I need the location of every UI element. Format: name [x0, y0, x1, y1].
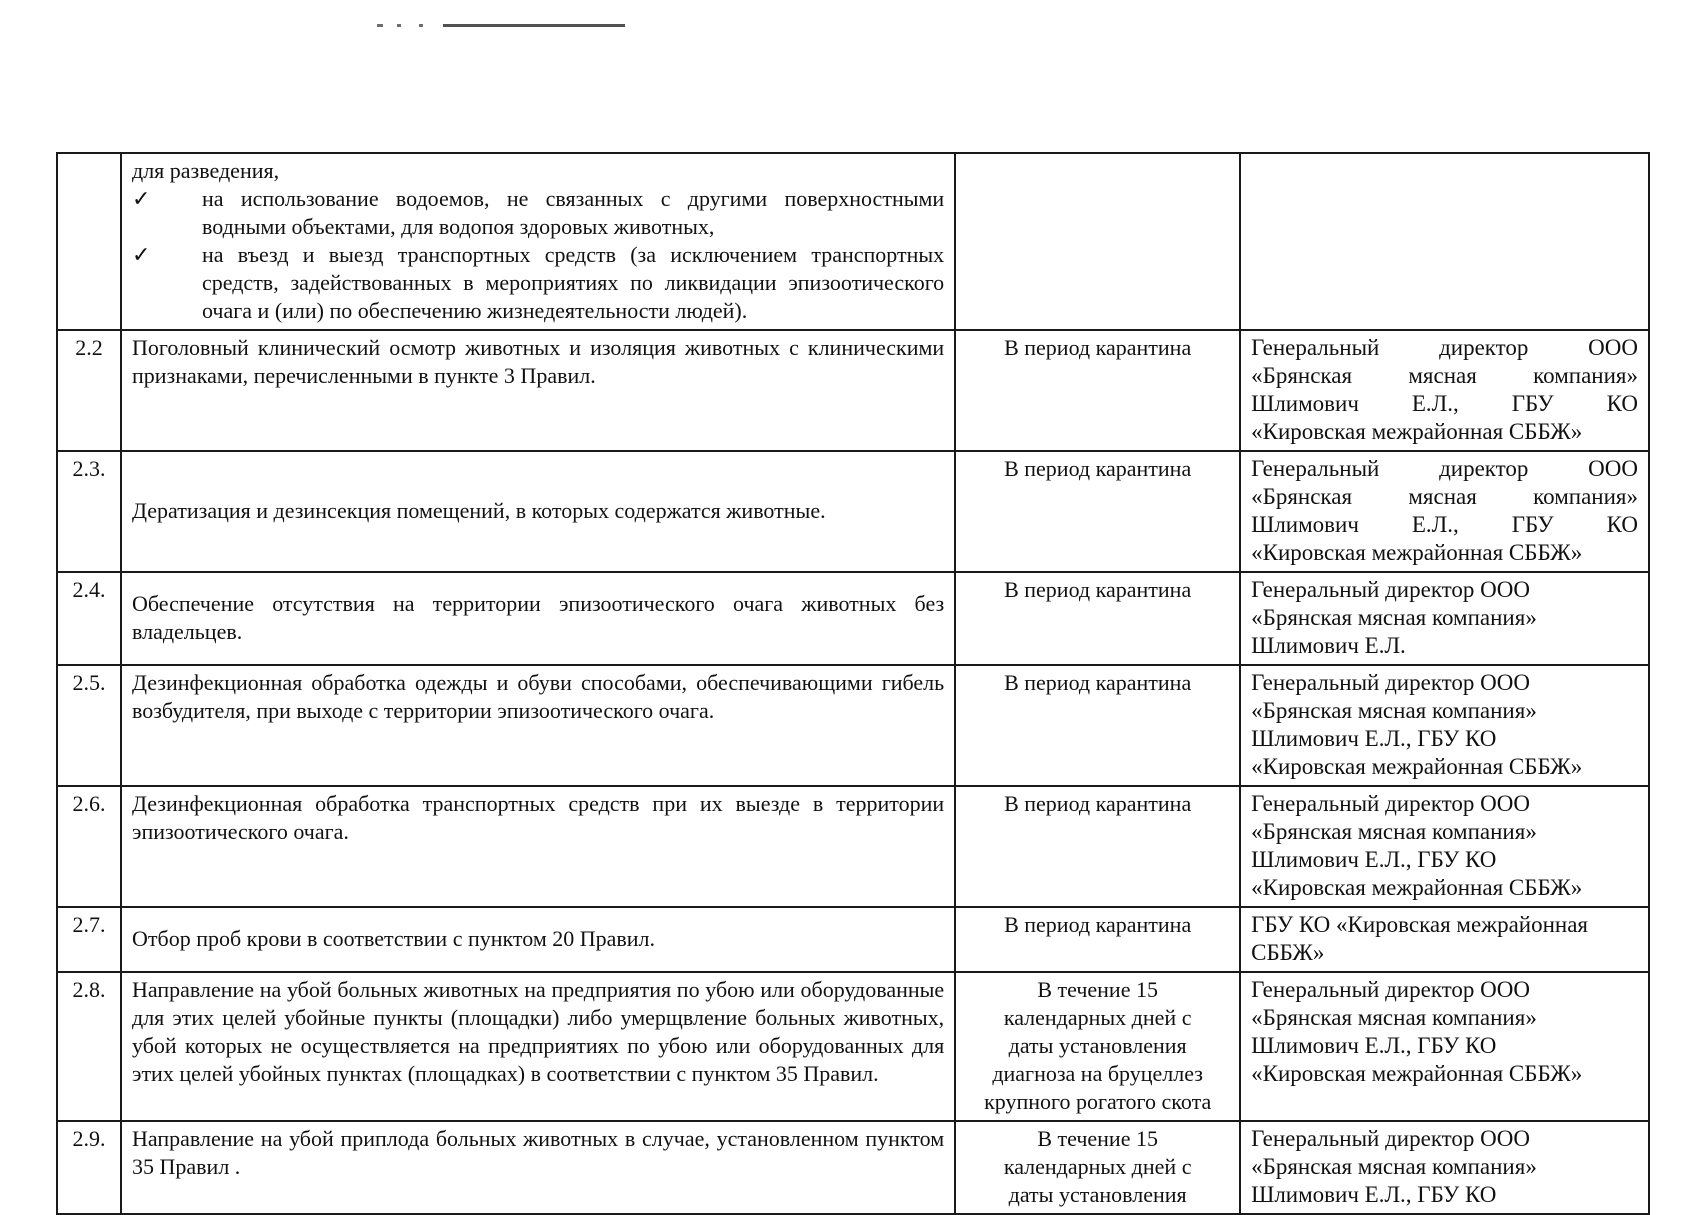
- table-row: [57, 786, 1649, 907]
- responsible-word: Генеральный: [1251, 456, 1380, 481]
- responsible-line: «Кировская межрайонная СББЖ»: [1251, 754, 1583, 779]
- responsible-line: Генеральный директор ООО: [1251, 670, 1531, 695]
- responsible-line: [1251, 418, 1638, 446]
- measure-cell: Обеспечение отсутствия на территории эпизоотического очага животных без владельцев.: [121, 572, 955, 665]
- responsible-word: ООО: [1588, 456, 1638, 481]
- responsible-line: «Кировская межрайонная СББЖ»: [1251, 1061, 1583, 1086]
- responsible-line: «Брянская мясная компания»: [1251, 819, 1537, 844]
- row-number: 2.8.: [57, 972, 121, 1121]
- term-cell: [955, 153, 1240, 330]
- term-cell: [955, 1121, 1240, 1214]
- responsible-cell: [1240, 153, 1649, 330]
- measure-cell: Направление на убой приплода больных животных в случае, установленном пунктом 35 Правил .: [121, 1121, 955, 1214]
- table-row: [57, 1121, 1649, 1214]
- row-number: 2.2: [57, 330, 121, 451]
- responsible-word: КО: [1606, 512, 1638, 537]
- term-cell: В период карантина: [955, 786, 1240, 907]
- term-cell: [955, 972, 1240, 1121]
- responsible-word: Шлимович: [1251, 391, 1359, 416]
- term-line: календарных дней с: [1003, 1154, 1192, 1179]
- responsible-line: [1251, 390, 1638, 418]
- row-number: 2.4.: [57, 572, 121, 665]
- term-cell: В период карантина: [955, 451, 1240, 572]
- measure-cell: Дератизация и дезинсекция помещений, в которых содержатся животные.: [121, 451, 955, 572]
- responsible-word: «Брянская: [1251, 484, 1353, 509]
- table-row: [57, 665, 1649, 786]
- responsible-line: Генеральный директор ООО: [1251, 977, 1531, 1002]
- checklist-item: [132, 185, 944, 241]
- responsible-cell: [1240, 972, 1649, 1121]
- checklist-item-text: на въезд и выезд транспортных средств (за исключением транспортных средств, задействованных в мероприятиях по ликвидации эпизоотического очага и (или) по обеспечению жизнедеятельности людей).: [202, 242, 945, 323]
- term-line: крупного рогатого скота: [984, 1089, 1212, 1114]
- measure-cell: Дезинфекционная обработка одежды и обуви способами, обеспечивающими гибель возбудителя, при выходе с территории эпизоотического очага.: [121, 665, 955, 786]
- responsible-line: «Кировская межрайонная СББЖ»: [1251, 875, 1583, 900]
- term-cell: В период карантина: [955, 330, 1240, 451]
- term-line: диагноза на бруцеллез: [992, 1061, 1203, 1086]
- checkmark-icon: ✓: [132, 242, 151, 267]
- row-number: 2.3.: [57, 451, 121, 572]
- measure-cell: Отбор проб крови в соответствии с пунктом 20 Правил.: [121, 907, 955, 972]
- responsible-word: Е.Л.,: [1411, 391, 1459, 416]
- term-line: В течение 15: [1037, 1126, 1158, 1151]
- measure-cell: Дезинфекционная обработка транспортных средств при их выезде в территории эпизоотического очага.: [121, 786, 955, 907]
- responsible-word: «Кировская межрайонная СББЖ»: [1251, 540, 1583, 565]
- responsible-line: ГБУ КО «Кировская межрайонная: [1251, 912, 1589, 937]
- responsible-word: ГБУ: [1511, 391, 1554, 416]
- scan-artifact-line: [375, 24, 625, 27]
- responsible-word: «Брянская: [1251, 363, 1353, 388]
- checklist-item-text: на использование водоемов, не связанных с другими поверхностными водными объектами, для водопоя здоровых животных,: [202, 186, 945, 239]
- responsible-line: [1251, 511, 1638, 539]
- responsible-line: [1251, 539, 1638, 567]
- table-row: [57, 572, 1649, 665]
- measure-intro-text: для разведения,: [132, 158, 280, 183]
- responsible-line: Шлимович Е.Л., ГБУ КО: [1251, 726, 1497, 751]
- table-row-continuation: [57, 153, 1649, 330]
- table-row: [57, 972, 1649, 1121]
- responsible-line: «Брянская мясная компания»: [1251, 605, 1537, 630]
- responsible-line: Шлимович Е.Л., ГБУ КО: [1251, 1182, 1497, 1207]
- responsible-cell: [1240, 572, 1649, 665]
- responsible-line: [1251, 362, 1638, 390]
- responsible-word: Е.Л.,: [1411, 512, 1459, 537]
- table-row: [57, 907, 1649, 972]
- row-number: 2.7.: [57, 907, 121, 972]
- responsible-line: «Брянская мясная компания»: [1251, 1005, 1537, 1030]
- responsible-line: [1251, 455, 1638, 483]
- responsible-word: компания»: [1533, 363, 1638, 388]
- row-number: 2.5.: [57, 665, 121, 786]
- measure-cell: Направление на убой больных животных на предприятия по убою или оборудованные для этих целей убойные пункты (площадки) либо умерщвление больных животных, убой которых не осуществляется на предприятиях по убою или оборудованных для этих целей убойных пунктах (площадках) в соответствии с пунктом 35 Правил.: [121, 972, 955, 1121]
- responsible-line: «Брянская мясная компания»: [1251, 698, 1537, 723]
- responsible-line: Генеральный директор ООО: [1251, 577, 1531, 602]
- term-line: В течение 15: [1037, 977, 1158, 1002]
- checklist-item: [132, 241, 944, 325]
- responsible-line: Шлимович Е.Л., ГБУ КО: [1251, 1033, 1497, 1058]
- table-row: [57, 451, 1649, 572]
- responsible-word: «Кировская межрайонная СББЖ»: [1251, 419, 1583, 444]
- responsible-word: КО: [1606, 391, 1638, 416]
- term-line: даты установления: [1008, 1033, 1187, 1058]
- term-cell: В период карантина: [955, 665, 1240, 786]
- row-number: [57, 153, 121, 330]
- responsible-line: [1251, 483, 1638, 511]
- term-line: календарных дней с: [1003, 1005, 1192, 1030]
- responsible-line: Генеральный директор ООО: [1251, 791, 1531, 816]
- term-cell: В период карантина: [955, 907, 1240, 972]
- term-line: даты установления: [1008, 1182, 1187, 1207]
- quarantine-measures-table: [56, 152, 1650, 1215]
- responsible-cell: [1240, 665, 1649, 786]
- responsible-line: [1251, 334, 1638, 362]
- responsible-word: Шлимович: [1251, 512, 1359, 537]
- measure-cell: Поголовный клинический осмотр животных и изоляция животных с клиническими признаками, перечисленными в пункте 3 Правил.: [121, 330, 955, 451]
- responsible-cell: [1240, 786, 1649, 907]
- responsible-line: СББЖ»: [1251, 940, 1325, 965]
- responsible-line: Шлимович Е.Л.: [1251, 633, 1406, 658]
- responsible-word: ГБУ: [1511, 512, 1554, 537]
- responsible-word: Генеральный: [1251, 335, 1380, 360]
- responsible-word: директор: [1439, 335, 1529, 360]
- responsible-word: ООО: [1588, 335, 1638, 360]
- table-row: [57, 330, 1649, 451]
- checkmark-icon: ✓: [132, 186, 151, 211]
- responsible-word: директор: [1439, 456, 1529, 481]
- responsible-line: Генеральный директор ООО: [1251, 1126, 1531, 1151]
- responsible-cell: [1240, 907, 1649, 972]
- responsible-word: мясная: [1408, 363, 1477, 388]
- responsible-word: компания»: [1533, 484, 1638, 509]
- responsible-cell: [1240, 451, 1649, 572]
- row-number: 2.6.: [57, 786, 121, 907]
- responsible-cell: [1240, 1121, 1649, 1214]
- measure-cell: [121, 153, 955, 330]
- responsible-line: «Брянская мясная компания»: [1251, 1154, 1537, 1179]
- responsible-word: мясная: [1408, 484, 1477, 509]
- row-number: 2.9.: [57, 1121, 121, 1214]
- responsible-cell: [1240, 330, 1649, 451]
- responsible-line: Шлимович Е.Л., ГБУ КО: [1251, 847, 1497, 872]
- term-cell: В период карантина: [955, 572, 1240, 665]
